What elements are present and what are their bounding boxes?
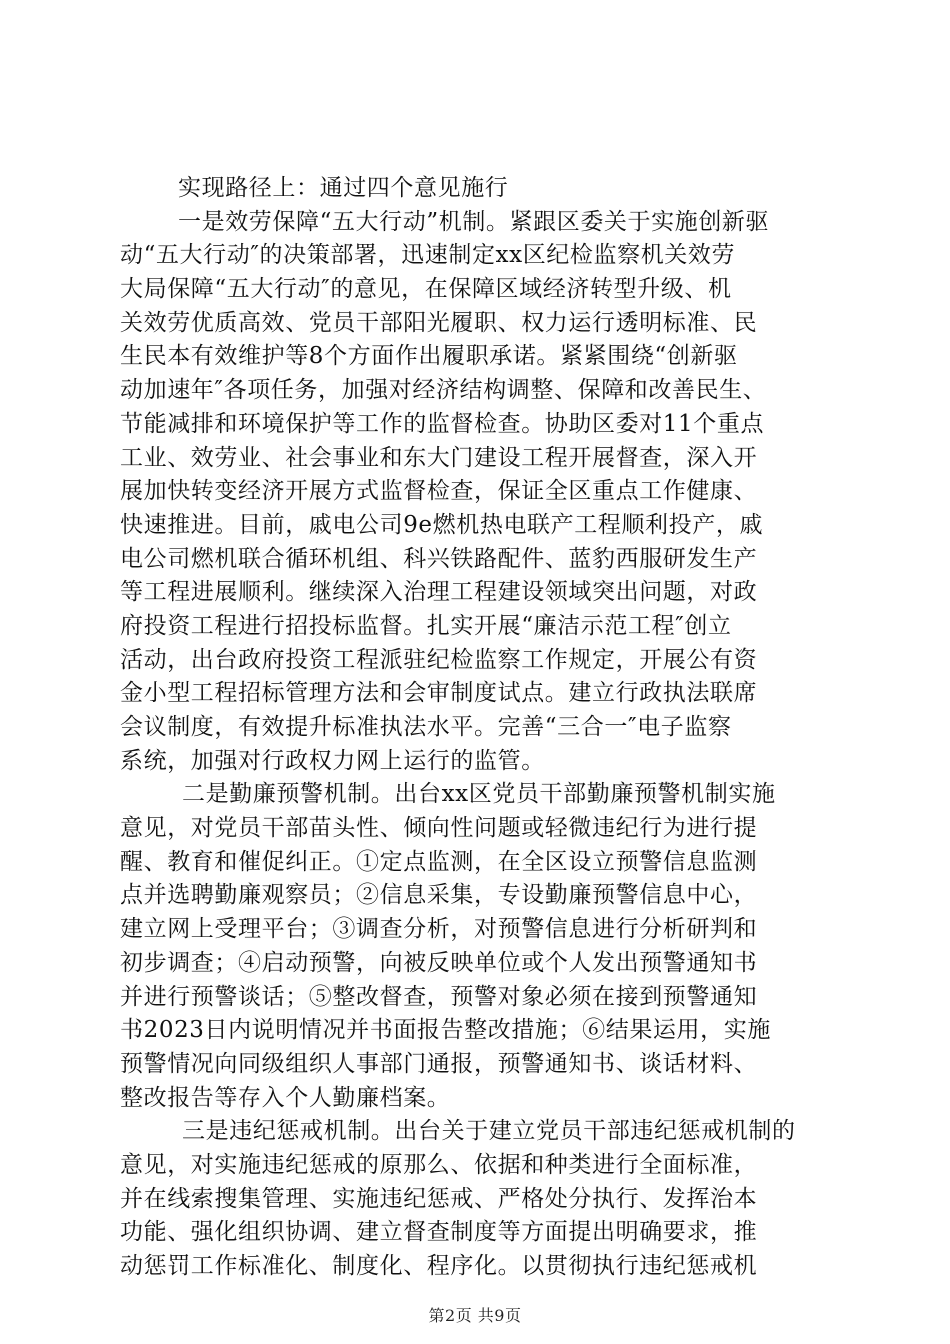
paragraph-line: 三是违纪惩戒机制。出台关于建立党员干部违纪惩戒机制的 (182, 1118, 796, 1145)
paragraph-line: 书2023日内说明情况并书面报告整改措施；⑥结果运用，实施 (120, 1017, 771, 1044)
paragraph-line: 意见，对实施违纪惩戒的原那么、依据和种类进行全面标准， (120, 1151, 758, 1178)
paragraph-line: 醒、教育和催促纠正。①定点监测，在全区设立预警信息监测 (120, 848, 758, 875)
paragraph-line: 动“五大行动″的决策部署，迅速制定xx区纪检监察机关效劳 (120, 242, 736, 269)
paragraph-line: 金小型工程招标管理方法和会审制度试点。建立行政执法联席 (120, 680, 758, 707)
paragraph-line: 会议制度，有效提升标准执法水平。完善“三合一″电子监察 (120, 714, 732, 740)
paragraph-line: 生民本有效维护等8个方面作出履职承诺。紧紧围绕“创新驱 (120, 343, 738, 370)
paragraph-line: 关效劳优质高效、党员干部阳光履职、权力运行透明标准、民 (120, 309, 758, 336)
paragraph-line: 工业、效劳业、社会事业和东大门建设工程开展督查，深入开 (120, 444, 758, 471)
paragraph-line: 快速推进。目前，戚电公司9e燃机热电联产工程顺利投产，戚 (120, 511, 764, 538)
paragraph-line: 预警情况向同级组织人事部门通报，预警通知书、谈话材料、 (120, 1050, 758, 1077)
paragraph-line: 动惩罚工作标准化、制度化、程序化。以贯彻执行违纪惩戒机 (120, 1253, 758, 1279)
paragraph-line: 电公司燃机联合循环机组、科兴铁路配件、蓝豹西服研发生产 (120, 545, 758, 572)
paragraph-line: 意见，对党员干部苗头性、倾向性问题或轻微违纪行为进行提 (120, 815, 758, 842)
paragraph-line: 节能减排和环境保护等工作的监督检查。协助区委对11个重点 (120, 410, 765, 437)
paragraph-line: 活动，出台政府投资工程派驻纪检监察工作规定，开展公有资 (120, 646, 758, 673)
paragraph-line: 并进行预警谈话；⑤整改督查，预警对象必须在接到预警通知 (120, 983, 758, 1010)
paragraph-line: 系统，加强对行政权力网上运行的监管。 (120, 747, 545, 774)
page-number-footer: 第2页 共9页 (428, 1306, 522, 1325)
paragraph-line: 初步调查；④启动预警，向被反映单位或个人发出预警通知书 (120, 949, 758, 976)
paragraph-line: 功能、强化组织协调、建立督查制度等方面提出明确要求，推 (120, 1219, 758, 1246)
paragraph-line: 一是效劳保障“五大行动”机制。紧跟区委关于实施创新驱 (178, 208, 770, 235)
paragraph-line: 点并选聘勤廉观察员；②信息采集，专设勤廉预警信息中心， (120, 882, 758, 909)
paragraph-line: 二是勤廉预警机制。出台xx区党员干部勤廉预警机制实施 (182, 781, 776, 808)
paragraph-line: 并在线索搜集管理、实施违纪惩戒、严格处分执行、发挥治本 (120, 1185, 758, 1212)
paragraph-line: 大局保障“五大行动″的意见，在保障区域经济转型升级、机 (120, 276, 732, 303)
document-body (120, 172, 840, 1284)
paragraph-line: 等工程进展顺利。继续深入治理工程建设领域突出问题，对政 (120, 579, 758, 606)
section-heading: 实现路径上：通过四个意见施行 (178, 175, 509, 201)
paragraph-line: 整改报告等存入个人勤廉档案。 (120, 1084, 451, 1111)
paragraph-line: 动加速年″各项任务，加强对经济结构调整、保障和改善民生、 (120, 377, 767, 404)
paragraph-line: 建立网上受理平台；③调查分析，对预警信息进行分析研判和 (120, 916, 758, 943)
paragraph-line: 展加快转变经济开展方式监督检查，保证全区重点工作健康、 (120, 478, 758, 505)
paragraph-line: 府投资工程进行招投标监督。扎实开展“廉洁示范工程″创立 (120, 612, 732, 639)
